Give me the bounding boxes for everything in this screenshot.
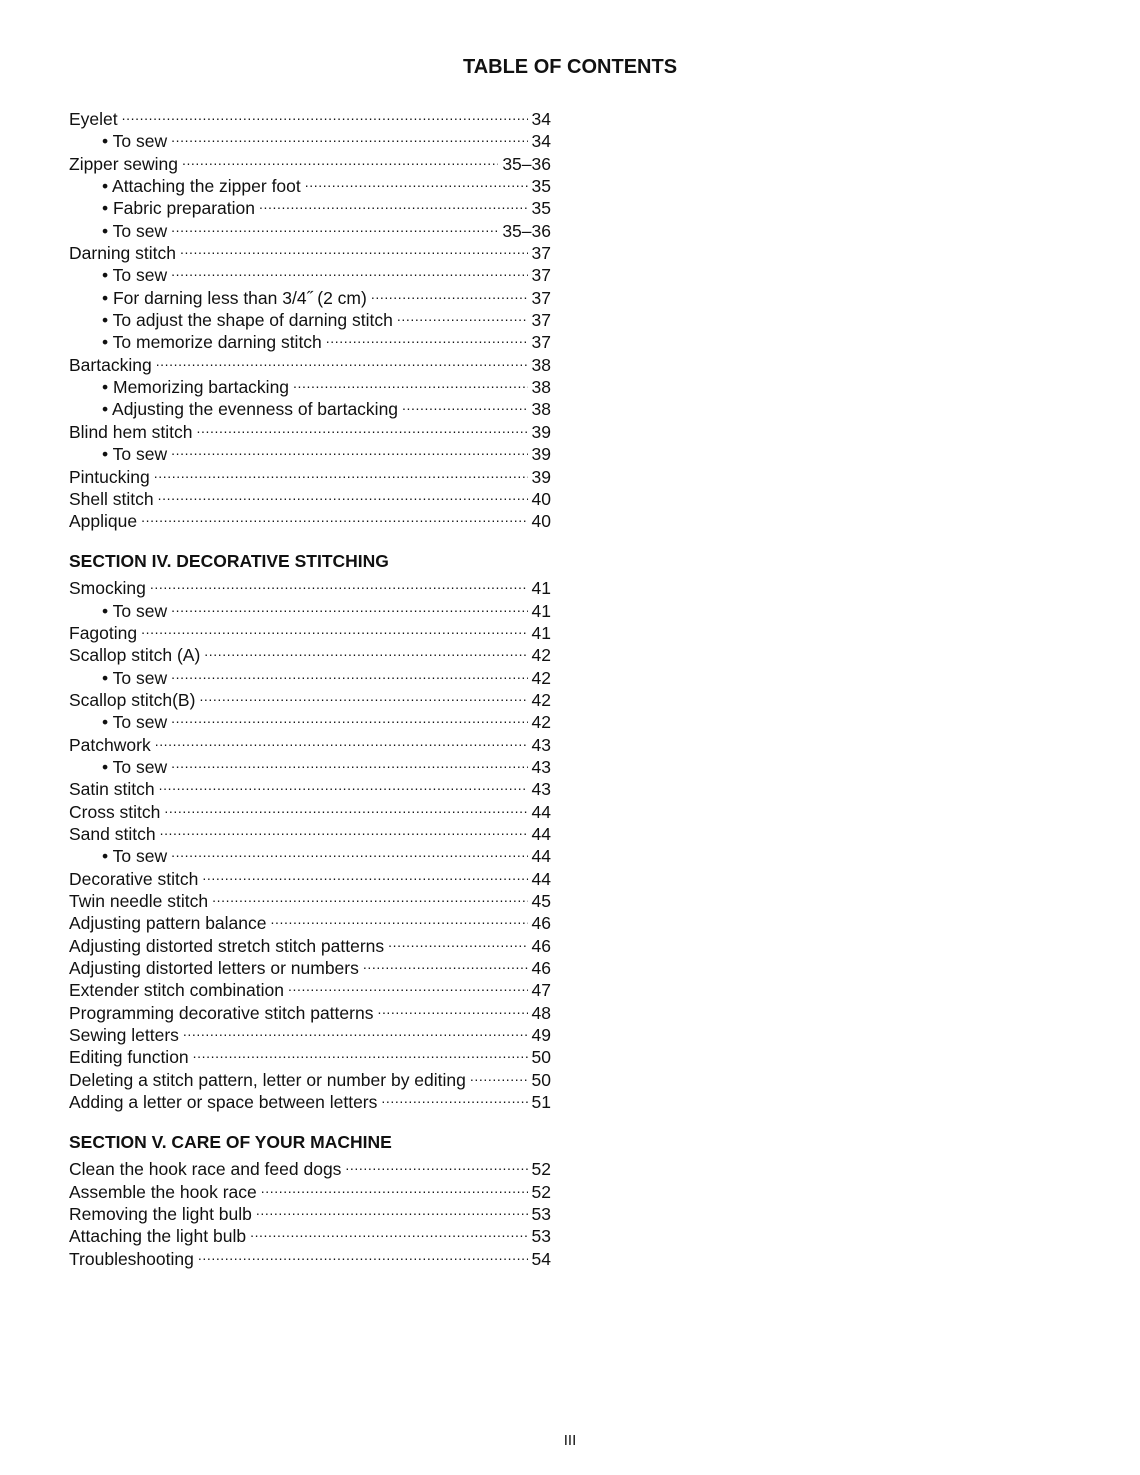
page-title: TABLE OF CONTENTS — [462, 56, 678, 78]
dot-leader — [141, 505, 527, 527]
toc-entry-page-number: 38 — [531, 377, 551, 398]
toc-entry-label: • To sew — [102, 600, 168, 621]
section-heading-v: SECTION V. CARE OF YOUR MACHINE — [69, 1131, 392, 1152]
toc-entry-page-number: 53 — [531, 1203, 551, 1224]
toc-entry-label: Patchwork — [69, 734, 151, 755]
dot-leader — [261, 1176, 528, 1198]
toc-entry-page-number: 37 — [531, 287, 551, 308]
toc-entry-page-number: 45 — [531, 891, 551, 912]
toc-entry-page-number: 42 — [531, 667, 551, 688]
toc-entry-label: Attaching the light bulb — [69, 1226, 247, 1247]
dot-leader — [371, 282, 528, 304]
toc-entry-label: Troubleshooting — [69, 1248, 194, 1269]
toc-entry-label: Eyelet — [69, 109, 118, 129]
dot-leader — [171, 215, 498, 237]
toc-entry-page-number: 35 — [531, 198, 551, 219]
toc-entry-label: Programming decorative stitch patterns — [69, 1002, 374, 1023]
toc-entry-label: Clean the hook race and feed dogs — [69, 1159, 342, 1180]
toc-entry-page-number: 35–36 — [502, 153, 551, 174]
toc-entry-page-number: 44 — [531, 801, 551, 822]
toc-entry — [69, 617, 551, 643]
dot-leader — [271, 907, 528, 929]
toc-entry-label: Blind hem stitch — [69, 421, 193, 442]
dot-leader — [122, 103, 528, 125]
dot-leader — [158, 483, 528, 505]
toc-entry-page-number: 34 — [531, 109, 551, 129]
toc-entry-page-number: 37 — [531, 332, 551, 353]
toc-entry-label: Deleting a stitch pattern, letter or number by editing — [69, 1069, 466, 1090]
dot-leader — [388, 930, 527, 952]
page-number: III — [563, 1432, 577, 1449]
dot-leader — [202, 863, 527, 885]
toc-entry-label: • For darning less than 3/4˝ (2 cm) — [102, 287, 367, 308]
toc-entry-page-number: 44 — [531, 824, 551, 844]
table-of-contents — [69, 103, 551, 1269]
toc-entry-page-number: 42 — [531, 712, 551, 733]
toc-entry-label: • Memorizing bartacking — [102, 377, 290, 398]
toc-entry-label: • To adjust the shape of darning stitch — [102, 310, 393, 331]
toc-entry-label: • Adjusting the evenness of bartacking — [102, 399, 399, 420]
dot-leader — [171, 259, 527, 281]
toc-entry-page-number: 46 — [531, 958, 551, 979]
dot-leader — [171, 595, 527, 617]
toc-entry-label: Smocking — [69, 578, 146, 599]
dot-leader — [250, 1220, 527, 1242]
toc-entry-page-number: 41 — [531, 578, 551, 599]
toc-entry-page-number: 52 — [531, 1159, 551, 1180]
dot-leader — [171, 751, 527, 773]
toc-entry-page-number: 47 — [531, 980, 551, 1001]
toc-entry-page-number: 43 — [531, 779, 551, 800]
toc-entry-page-number: 38 — [531, 354, 551, 375]
dot-leader — [198, 1243, 528, 1265]
toc-entry-page-number: 37 — [531, 310, 551, 331]
toc-entry-page-number: 48 — [531, 1002, 551, 1023]
dot-leader — [171, 438, 527, 460]
toc-entry-label: • To sew — [102, 131, 168, 152]
toc-entry-label: Assemble the hook race — [69, 1181, 257, 1202]
toc-entry-page-number: 38 — [531, 399, 551, 420]
toc-entry-page-number: 34 — [531, 131, 551, 152]
toc-entry-page-number: 42 — [531, 689, 551, 710]
toc-group-section-v — [69, 1153, 551, 1269]
toc-entry-label: • To memorize darning stitch — [102, 332, 322, 353]
toc-entry-label: Shell stitch — [69, 488, 154, 509]
dot-leader — [183, 1019, 528, 1041]
toc-entry-label: • To sew — [102, 756, 168, 777]
toc-entry-page-number: 50 — [531, 1047, 551, 1068]
toc-entry-label: Pintucking — [69, 466, 150, 487]
toc-entry-page-number: 39 — [531, 466, 551, 487]
toc-entry-label: Editing function — [69, 1047, 189, 1068]
toc-entry-label: • To sew — [102, 846, 168, 867]
dot-leader — [345, 1153, 527, 1175]
toc-entry-label: Removing the light bulb — [69, 1203, 252, 1224]
toc-entry-label: Satin stitch — [69, 779, 155, 800]
dot-leader — [204, 639, 527, 661]
section-heading-iv: SECTION IV. DECORATIVE STITCHING — [69, 550, 389, 571]
toc-entry-page-number: 44 — [531, 868, 551, 889]
dot-leader — [156, 349, 528, 371]
toc-entry-label: Adding a letter or space between letters — [69, 1092, 378, 1113]
toc-entry-label: • To sew — [102, 220, 168, 241]
dot-leader — [171, 125, 527, 147]
dot-leader — [293, 371, 528, 393]
toc-entry-label: • To sew — [102, 712, 168, 733]
toc-entry-label: Sand stitch — [69, 824, 156, 844]
toc-entry-label: Adjusting distorted stretch stitch patterns — [69, 935, 385, 956]
dot-leader — [256, 1198, 528, 1220]
toc-entry-page-number: 43 — [531, 734, 551, 755]
toc-entry-page-number: 51 — [531, 1092, 551, 1113]
toc-entry-page-number: 40 — [531, 488, 551, 509]
toc-entry-page-number: 37 — [531, 243, 551, 264]
toc-entry — [69, 639, 551, 666]
dot-leader — [160, 818, 528, 840]
toc-entry-page-number: 50 — [531, 1069, 551, 1090]
toc-entry-page-number: 35–36 — [502, 220, 551, 241]
toc-group-part1 — [69, 103, 551, 532]
toc-entry-page-number: 44 — [531, 846, 551, 867]
toc-entry-page-number: 52 — [531, 1181, 551, 1202]
dot-leader — [154, 461, 528, 483]
toc-entry-label: • To sew — [102, 667, 168, 688]
toc-entry-page-number: 41 — [531, 600, 551, 621]
toc-entry-label: • To sew — [102, 444, 168, 465]
toc-entry-page-number: 39 — [531, 421, 551, 442]
toc-entry-label: Extender stitch combination — [69, 980, 284, 1001]
dot-leader — [155, 729, 528, 751]
dot-leader — [381, 1086, 527, 1108]
dot-leader — [397, 304, 528, 326]
dot-leader — [402, 393, 527, 415]
toc-entry-label: Scallop stitch(B) — [69, 689, 196, 710]
toc-entry — [69, 572, 551, 599]
toc-entry-label: • Attaching the zipper foot — [102, 176, 301, 197]
toc-entry-page-number: 46 — [531, 913, 551, 934]
toc-entry — [69, 103, 551, 129]
dot-leader — [197, 416, 528, 438]
toc-entry-label: • Fabric preparation — [102, 198, 256, 219]
toc-group-section-iv — [69, 572, 551, 1113]
toc-entry-page-number: 40 — [531, 511, 551, 532]
toc-subentry — [69, 125, 551, 152]
dot-leader — [141, 617, 527, 639]
dot-leader — [171, 706, 527, 728]
dot-leader — [164, 796, 527, 818]
toc-entry-label: Decorative stitch — [69, 868, 199, 889]
toc-entry-page-number: 41 — [531, 622, 551, 643]
toc-entry-label: Darning stitch — [69, 243, 176, 264]
toc-entry-page-number: 37 — [531, 265, 551, 286]
dot-leader — [171, 840, 527, 862]
dot-leader — [259, 192, 528, 214]
dot-leader — [288, 974, 528, 996]
toc-entry — [69, 505, 551, 532]
toc-entry-label: Applique — [69, 511, 138, 532]
dot-leader — [470, 1064, 528, 1086]
toc-entry — [69, 1153, 551, 1180]
toc-entry-label: Sewing letters — [69, 1025, 179, 1046]
dot-leader — [193, 1041, 528, 1063]
dot-leader — [377, 997, 527, 1019]
toc-entry-page-number: 39 — [531, 444, 551, 465]
dot-leader — [363, 952, 528, 974]
toc-entry-label: Fagoting — [69, 622, 138, 643]
dot-leader — [326, 326, 528, 348]
toc-entry-page-number: 49 — [531, 1025, 551, 1046]
dot-leader — [212, 885, 527, 907]
toc-entry-label: Adjusting distorted letters or numbers — [69, 958, 359, 979]
dot-leader — [199, 684, 527, 706]
dot-leader — [150, 572, 528, 594]
toc-entry-label: Adjusting pattern balance — [69, 913, 267, 934]
toc-entry-page-number: 43 — [531, 756, 551, 777]
toc-entry-page-number: 53 — [531, 1226, 551, 1247]
toc-entry-page-number: 35 — [531, 176, 551, 197]
dot-leader — [159, 773, 528, 795]
toc-entry-label: • To sew — [102, 265, 168, 286]
toc-entry-label: Zipper sewing — [69, 153, 178, 174]
dot-leader — [305, 170, 528, 192]
dot-leader — [182, 148, 498, 170]
toc-entry-page-number: 54 — [531, 1248, 551, 1269]
dot-leader — [180, 237, 528, 259]
toc-entry-page-number: 46 — [531, 935, 551, 956]
dot-leader — [171, 662, 527, 684]
toc-entry-label: Cross stitch — [69, 801, 161, 822]
toc-entry-page-number: 42 — [531, 645, 551, 666]
toc-entry-label: Bartacking — [69, 354, 152, 375]
toc-entry-label: Scallop stitch (A) — [69, 645, 201, 666]
toc-entry-label: Twin needle stitch — [69, 891, 209, 912]
